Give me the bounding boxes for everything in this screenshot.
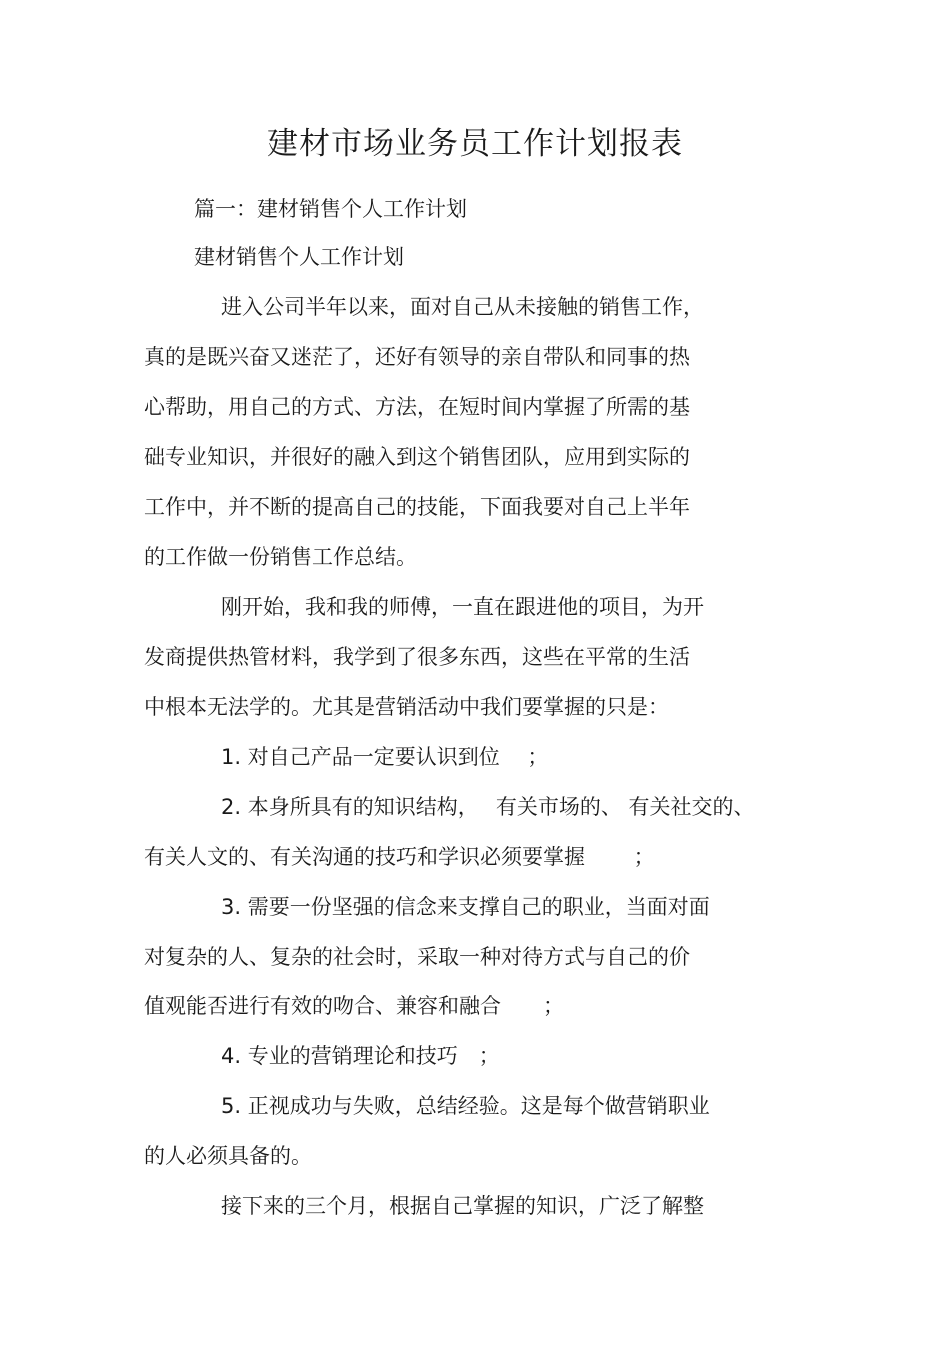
list-item: 4. 专业的营销理论和技巧 ； (221, 1044, 500, 1068)
section-heading: 篇一：建材销售个人工作计划 (194, 197, 467, 221)
paragraph-line: 发商提供热管材料，我学到了很多东西，这些在平常的生活 (144, 645, 690, 669)
list-item-continuation: 有关人文的、有关沟通的技巧和学识必须要掌握 ； (144, 845, 655, 869)
list-item: 2. 本身所具有的知识结构， 有关市场的、 有关社交的、 (221, 795, 755, 819)
paragraph-line: 心帮助，用自己的方式、方法，在短时间内掌握了所需的基 (144, 395, 690, 419)
list-item-continuation: 对复杂的人、复杂的社会时，采取一种对待方式与自己的价 (144, 945, 690, 969)
paragraph-line: 刚开始，我和我的师傅，一直在跟进他的项目，为开 (221, 595, 704, 619)
list-item-continuation: 的人必须具备的。 (144, 1144, 312, 1168)
paragraph-line: 的工作做一份销售工作总结。 (144, 545, 417, 569)
paragraph-line: 进入公司半年以来，面对自己从未接触的销售工作， (221, 295, 704, 319)
list-item: 5. 正视成功与失败，总结经验。这是每个做营销职业 (221, 1094, 710, 1118)
document-title: 建材市场业务员工作计划报表 (267, 126, 683, 162)
list-item: 3. 需要一份坚强的信念来支撑自己的职业，当面对面 (221, 895, 710, 919)
paragraph-line: 工作中，并不断的提高自己的技能，下面我要对自己上半年 (144, 495, 690, 519)
paragraph-line: 础专业知识，并很好的融入到这个销售团队，应用到实际的 (144, 445, 690, 469)
list-item-continuation: 值观能否进行有效的吻合、兼容和融合 ； (144, 994, 564, 1018)
paragraph-line: 接下来的三个月，根据自己掌握的知识，广泛了解整 (221, 1194, 704, 1218)
paragraph-line: 真的是既兴奋又迷茫了，还好有领导的亲自带队和同事的热 (144, 345, 690, 369)
subsection-heading: 建材销售个人工作计划 (194, 245, 404, 269)
list-item: 1. 对自己产品一定要认识到位 ； (221, 745, 549, 769)
paragraph-line: 中根本无法学的。尤其是营销活动中我们要掌握的只是： (144, 695, 669, 719)
